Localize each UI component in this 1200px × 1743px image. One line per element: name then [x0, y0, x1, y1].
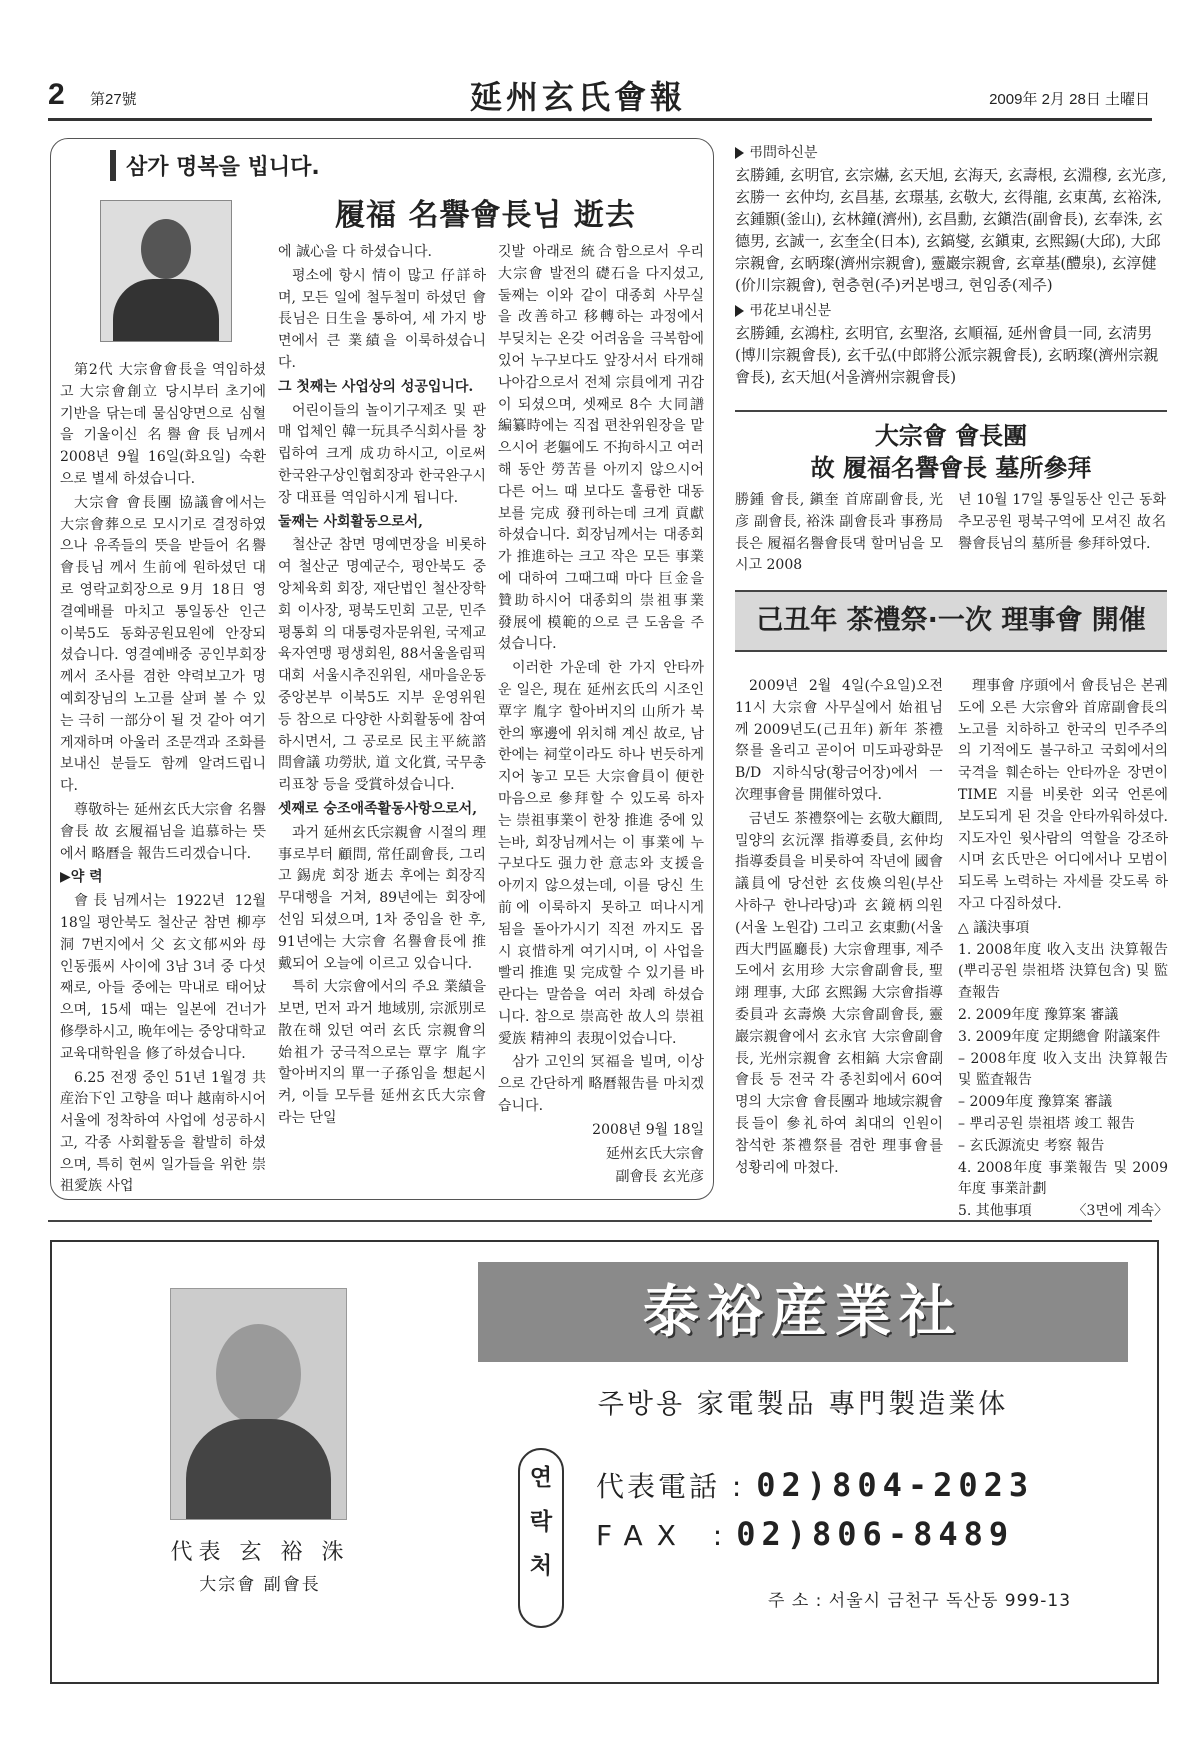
section-heading: 둘째는 사회활동으로서,	[278, 513, 423, 530]
contact-label	[518, 1448, 564, 1628]
condolence-list	[735, 142, 1167, 388]
meeting-column-2	[958, 676, 1168, 1223]
section-heading: 그 첫째는 사업상의 성공입니다.	[278, 378, 474, 395]
agenda-item: 1. 2008年度 收入支出 決算報告(뿌리공원 崇祖塔 決算包含) 및 監查報告	[958, 941, 1168, 1002]
paragraph: 理事會 序頭에서 會長님은 본궤도에 오른 大宗會와 首席副會長의 노고를 치하하고 한국의 민주주의의 기적에도 불구하고 국회에서의 국격을 훼손하는 안타까운 장면이 TIME 지를 비롯한 외국 언론에 보도되게 된 것을 안타까워하셨다. 지도자인 윗사람의 역할을 강조하시며 玄氏만은 어디에서나 모범이 되도록 노력하는 자세를 갖도록 하자고 다짐하셨다.	[958, 678, 1168, 912]
representative-photo	[170, 1288, 347, 1520]
newspaper-title: 延州玄氏會報	[470, 78, 687, 116]
agenda-label: △ 議決事項	[958, 919, 1030, 936]
section-divider	[48, 1220, 1152, 1222]
contact-char: 연	[529, 1465, 553, 1491]
obituary-column-2	[278, 242, 486, 1132]
obituary-headline: 履福 名譽會長님 逝去	[335, 198, 636, 233]
contact-char: 락	[529, 1509, 553, 1535]
issue-date: 2009年 2月 28日 土曜日	[989, 91, 1150, 108]
meeting-column-1	[735, 676, 943, 1181]
phone-line	[596, 1465, 1034, 1505]
paragraph: 會長님께서는 1922년 12월 18일 평안북도 철산군 참면 柳亭洞 7번지에서 父 玄文郁씨와 母 인동張씨 사이에 3남 3녀 중 다섯째로, 아들 중에는 막내로 태어났으며, 15세 때는 일본에 건너가 修學하시고, 晩年에는 중앙대학교 교육대학원을 修了하셨습니다.	[60, 893, 266, 1062]
signature-date: 2008년 9월 18일	[592, 1121, 704, 1138]
paragraph: 大宗會 會長團 協議會에서는 大宗會葬으로 모시기로 결정하였으나 유족들의 뜻을 받들어 名譽會長님 께서 生前에 원하셨던 대로 영락교회장으로 9月 18日 영결예배를 마치고 통일동산 인근 이북5도 동화공원묘원에 안장되셨습니다. 영결예배중 공인부회장께서 조사를 겸한 약력보고가 명예회장님의 노고를 살펴 볼 수 있는 극히 一部分이 될 것 같아 여기 게재하며 아울러 조문객과 조화를 보내신 분들도 함께 알려드립니다.	[60, 494, 266, 795]
grave-visit-title-line2: 故 履福名譽會長 墓所參拜	[810, 453, 1092, 482]
representative-title: 大宗會 副會長	[199, 1575, 321, 1595]
triangle-bullet-icon	[735, 305, 744, 317]
section-heading: ▶약 력	[60, 869, 103, 886]
paragraph: 6.25 전쟁 중인 51년 1월경 共産治下인 고향을 떠나 越南하시어 서울에 정착하여 사업에 성공하시고, 각종 사회활동을 활발히 하셨으며, 특히 현씨 일가들을 위한 崇祖愛族 사업	[60, 1069, 266, 1195]
signature-org: 延州玄氏大宗會	[606, 1145, 704, 1162]
signature-name: 副會長 玄光彦	[615, 1169, 704, 1186]
flowers-list: 玄勝鍾, 玄鴻柱, 玄明官, 玄聖洛, 玄順福, 延州會員一同, 玄淸男(博川宗親會長), 玄千弘(中郎將公派宗親會長), 玄昞璨(濟州宗親會長), 玄天旭(서울濟州宗親會長)	[735, 324, 1159, 386]
obituary-column-3	[498, 242, 704, 1191]
triangle-bullet-icon	[735, 147, 744, 159]
representative-name: 代表 玄 裕 洙	[170, 1540, 350, 1565]
obituary-title: 삼가 명복을 빕니다.	[110, 150, 320, 181]
agenda-item: – 玄氏源流史 考察 報告	[958, 1137, 1105, 1154]
issue-number: 第27號	[90, 91, 137, 108]
paragraph: 깃발 아래로 統合함으로서 우리 大宗會 발전의 礎石을 다지셨고, 둘째는 이와 같이 대종회 사무실을 改善하고 移轉하는 과정에서 부딪치는 온갖 어려움을 극복함에 있어 누구보다도 앞장서서 타개해 나아감으로서 전체 宗員에게 귀감이 되셨으며, 셋째로 8수 大同譜 編纂時에는 직접 편찬위원장을 맡으시어 老軀에도 不拘하시고 여러 해 동안 勞苦를 아끼지 않으시어 다른 어느 때 보다도 훌륭한 대동보를 完成 發刊하는데 크게 貢獻하셨습니다. 회장님께서는 대종회가 推進하는 크고 작은 모든 事業에 대하여 그때그때 마다 巨金을 贊助하시어 대종회의 崇祖事業 發展에 模範的으로 큰 도움을 주셨습니다.	[498, 244, 704, 653]
agenda-item: 3. 2009年度 定期總會 附議案件	[958, 1028, 1161, 1045]
paragraph: 금년도 茶禮祭에는 玄敬大顧問, 밀양의 玄沅澤 指導委員, 玄仲均 指導委員을 비롯하여 작년에 國會議員에 당선한 玄伎煥의원(부산 사하구 한나라당)과 玄鏡柄의원(서울 노원갑) 그리고 玄東勳(서울西大門區廳長) 大宗會理事, 제주도에서 玄用珍 大宗會副會長, 聖翊 理事, 大邱 玄熙錫 大宗會指導委員과 玄壽煥 大宗會副會長, 靈巖宗親會에서 玄永官 大宗會副會長, 光州宗親會 玄相鎬 大宗會副會長 등 전국 각 종친회에서 60여명의 大宗會 會長團과 地域宗親會長들이 參礼하여 최대의 인원이 참석한 茶禮祭를 겸한 理事會를 성황리에 마쳤다.	[735, 810, 943, 1176]
obituary-column-1	[60, 360, 266, 1200]
company-address: 주 소 : 서울시 금천구 독산동 999-13	[768, 1591, 1072, 1611]
continued-note: 〈3면에 계속〉	[1072, 1203, 1168, 1220]
grave-visit-text-right: 년 10월 17일 통일동산 인근 동화추모공원 평북구역에 모셔진 故名譽會長님의 墓所를 參拜하였다.	[958, 492, 1166, 552]
representative-body	[186, 1419, 331, 1519]
meeting-banner: 己丑年 茶禮祭·一次 理事會 開催	[735, 590, 1167, 652]
phone-number: 02)804-2023	[756, 1466, 1035, 1504]
portrait-body	[113, 279, 219, 341]
company-name: 泰裕産業社	[478, 1262, 1128, 1362]
paragraph: 2009년 2월 4일(수요일)오전 11시 大宗會 사무실에서 始祖님께 2009년도(己丑年) 新年 茶禮祭를 올리고 곧이어 미도파광화문 B/D 지하식당(황금어장)에서 一次理事會를 開催하였다.	[735, 678, 943, 803]
paragraph: 第2代 大宗會會長을 역임하셨고 大宗會創立 당시부터 초기에 기반을 닦는데 물심양면으로 심혈을 기울이신 名譽會長님께서 2008년 9월 16일(화요일) 숙환으로 별세 하셨습니다.	[60, 362, 266, 487]
section-divider	[735, 410, 1167, 412]
grave-visit-text-left: 勝鍾 會長, 鎭奎 首席副會長, 光彦 副會長, 裕洙 副會長과 事務局長은 履福名譽會長댁 할머님을 모시고 2008	[735, 492, 943, 574]
agenda-item: 2. 2009年度 豫算案 審議	[958, 1006, 1119, 1023]
page-number: 2	[48, 78, 65, 111]
visitors-label-row	[735, 142, 1167, 164]
fax-label: FAX :	[596, 1519, 737, 1552]
flowers-label: 弔花보내신분	[749, 303, 832, 319]
paragraph: 尊敬하는 延州玄氏大宗會 名譽會長 故 玄履福님을 追慕하는 뜻에서 略曆을 報告드리겠습니다.	[60, 801, 266, 862]
section-heading: 셋째로 숭조애족활동사항으로서,	[278, 800, 478, 817]
fax-number: 02)806-8489	[736, 1515, 1015, 1553]
contact-char: 처	[529, 1553, 553, 1579]
grave-visit-title-line1: 大宗會 會長團	[874, 421, 1028, 450]
visitors-list: 玄勝鍾, 玄明官, 玄宗爀, 玄天旭, 玄海天, 玄壽根, 玄淵穆, 玄光彦, 玄勝一 玄仲均, 玄昌基, 玄璟基, 玄敬大, 玄得龍, 玄東萬, 玄裕洙, 玄鍾顥(釜山), 玄林鐘(濟州), 玄昌勳, 玄鎭浩(副會長), 玄奉洙, 玄德男, 玄誠一, 玄奎全(日本), 玄鎬燮, 玄鎭東, 玄熙錫(大邱), 大邱宗親會, 玄昞璨(濟州宗親會), 靈巖宗親會, 玄章基(醴泉), 玄淳健(价川宗親會), 현층현(주)커본뱅크, 현임종(제주)	[735, 166, 1167, 294]
paragraph: 이러한 가운데 한 가지 안타까운 일은, 現在 延州玄氏의 시조인 覃字 胤字 할아버지의 山所가 북한의 寧邊에 위치해 계신 故로, 남한에는 祠堂이라도 하나 번듯하게 지어 놓고 모든 大宗會員이 便한 마음으로 參拜할 수 있도록 하자는 崇祖事業이 한창 推進 중에 있는바, 회장님께서는 이 事業에 누구보다도 强力한 意志와 支援을 아끼지 않으셨는데, 이를 당신 生前에 이룩하지 못하고 떠나시게 됨을 돌아가시기 직전 까지도 몹시 哀惜하게 여기시며, 이 사업을 빨리 推進 및 完成할 수 있기를 바란다는 말씀을 여러 차례 하셨습니다. 참으로 崇高한 故人의 崇祖愛族 精神의 表現이었습니다.	[498, 660, 704, 1047]
paragraph: 에 誠心을 다 하셨습니다.	[278, 244, 432, 260]
paragraph: 삼가 고인의 冥福을 빌며, 이상으로 간단하게 略曆報告를 마치겠습니다.	[498, 1054, 704, 1115]
representative-head	[216, 1324, 301, 1424]
paragraph: 어린이들의 놀이기구제조 및 판매 업체인 韓一玩具주식회사를 창립하여 크게 成功하시고, 이로써 한국완구상인협회장과 한국완구시장 대표를 역임하시게 됩니다.	[278, 402, 486, 506]
portrait-photo	[100, 200, 232, 342]
paragraph: 특히 大宗會에서의 주요 業績을 보면, 먼저 과거 地域別, 宗派別로 散在해 있던 여러 玄氏 宗親會의 始祖가 궁극적으로는 覃字 胤字 할아버지의 單一子孫임을 想起시켜, 이들 모두를 延州玄氏大宗會라는 단일	[278, 979, 486, 1127]
visitors-label: 弔問하신분	[749, 145, 818, 161]
agenda-item: – 뿌리공원 崇祖塔 竣工 報告	[958, 1115, 1135, 1132]
agenda-item: – 2009年度 豫算案 審議	[958, 1094, 1112, 1111]
portrait-head	[141, 219, 191, 279]
agenda-item: 4. 2008年度 事業報告 및 2009年度 事業計劃	[958, 1159, 1168, 1198]
company-tagline: 주방용 家電製品 專門製造業体	[597, 1389, 1009, 1420]
agenda-item: 5. 其他事項	[958, 1203, 1032, 1220]
paragraph: 과거 延州玄氏宗親會 시절의 理事로부터 顧問, 常任副會長, 그리고 錫虎 회장 逝去 후에는 회장직무대행을 거쳐, 89년에는 회장에 선임 되셨으며, 1차 중임을 한 후, 91년에는 大宗會 名譽會長에 推戴되어 오늘에 이르고 있습니다.	[278, 824, 486, 972]
agenda-item: – 2008年度 收入支出 決算報告 및 監査報告	[958, 1050, 1168, 1089]
paragraph: 철산군 참면 명예면장을 비롯하여 철산군 명예군수, 평안북도 중앙체육회 회장, 재단법인 철산장학회 이사장, 평북도민회 고문, 민주평통회 의 대통령자문위원, 국제교육자연맹 평생회원, 88서울올림픽대회 서울시추진위원, 새마을운동 중앙본부 이북5도 지부 운영위원등 참으로 다양한 사회활동에 참여하시면서, 그 공로로 民主平統諮問會議 功勞狀, 道 文化賞, 국무총리표창 등을 受賞하셨습니다.	[278, 537, 486, 794]
fax-line	[596, 1515, 1014, 1553]
phone-label: 代表電話 :	[596, 1470, 745, 1503]
header-rule	[48, 118, 1152, 121]
paragraph: 평소에 항시 情이 많고 仔詳하며, 모든 일에 철두철미 하셨던 會長님은 日生을 통하여, 세 가지 방면에서 큰 業績을 이룩하셨습니다.	[278, 267, 486, 371]
flowers-label-row	[735, 300, 1167, 322]
grave-visit-title	[735, 420, 1167, 484]
